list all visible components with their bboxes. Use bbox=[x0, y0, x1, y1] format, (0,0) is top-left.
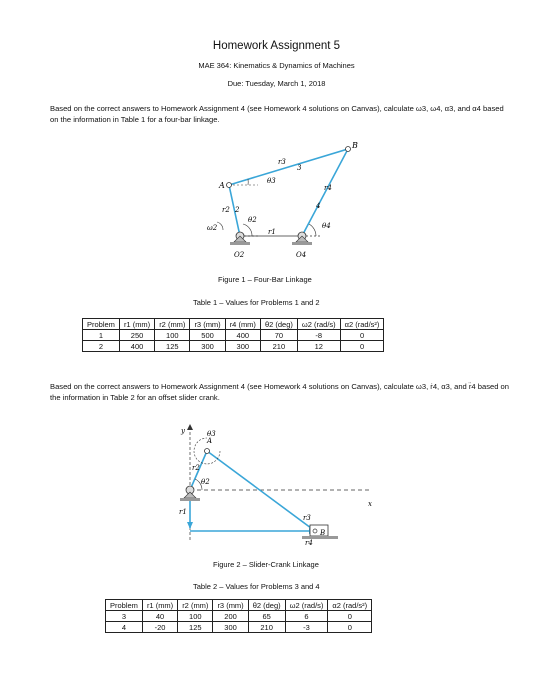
table2-caption: Table 2 – Values for Problems 3 and 4 bbox=[193, 582, 320, 591]
figure1-caption: Figure 1 – Four-Bar Linkage bbox=[218, 275, 312, 284]
label-r3-fig2: r3 bbox=[303, 514, 311, 522]
table2-cell: 300 bbox=[213, 622, 248, 633]
table1-header-cell: r4 (mm) bbox=[225, 319, 260, 330]
table2-cell: 4 bbox=[106, 622, 143, 633]
label-theta4: θ4 bbox=[322, 222, 331, 230]
label-r4-fig2: r4 bbox=[305, 539, 313, 547]
label-r1: r1 bbox=[268, 228, 276, 236]
four-bar-linkage-figure bbox=[190, 138, 370, 260]
label-y-axis: y bbox=[181, 427, 185, 435]
table2-header-row bbox=[106, 600, 372, 611]
label-r3: r3 bbox=[278, 158, 286, 166]
table-row bbox=[83, 330, 384, 341]
label-r4: r4 bbox=[324, 184, 332, 192]
table-row bbox=[106, 611, 372, 622]
table1-cell: 70 bbox=[260, 330, 297, 341]
slider-crank-figure bbox=[170, 422, 390, 550]
table1 bbox=[82, 318, 384, 352]
label-theta2: θ2 bbox=[248, 216, 257, 224]
table2-cell: 210 bbox=[248, 622, 285, 633]
table1-header-cell: Problem bbox=[83, 319, 120, 330]
table1-cell: 12 bbox=[297, 341, 340, 352]
table1-cell: 0 bbox=[340, 330, 384, 341]
table2-cell: 100 bbox=[178, 611, 213, 622]
table2-cell: 65 bbox=[248, 611, 285, 622]
table2-cell: -20 bbox=[142, 622, 177, 633]
label-omega2: ω2 bbox=[207, 224, 218, 232]
label-n2: 2 bbox=[235, 206, 240, 214]
label-o4: O4 bbox=[296, 251, 307, 259]
table1-cell: 400 bbox=[225, 330, 260, 341]
table2-cell: -3 bbox=[285, 622, 328, 633]
label-n4: 4 bbox=[316, 202, 321, 210]
label-theta3-fig2: θ3 bbox=[207, 430, 216, 438]
label-theta2-fig2: θ2 bbox=[201, 478, 210, 486]
table-row bbox=[106, 622, 372, 633]
label-r2: r2 bbox=[222, 206, 230, 214]
label-a: A bbox=[219, 181, 225, 190]
label-r1-fig2: r1 bbox=[179, 508, 187, 516]
figure2-caption: Figure 2 – Slider-Crank Linkage bbox=[213, 560, 319, 569]
table2-cell: 0 bbox=[328, 622, 372, 633]
table2-header-cell: α2 (rad/s²) bbox=[328, 600, 372, 611]
table1-header-cell: r1 (mm) bbox=[119, 319, 154, 330]
table1-caption: Table 1 – Values for Problems 1 and 2 bbox=[193, 298, 320, 307]
table1-header-cell: α2 (rad/s²) bbox=[340, 319, 384, 330]
table1-header-row bbox=[83, 319, 384, 330]
table1-cell: 400 bbox=[119, 341, 154, 352]
label-x-axis: x bbox=[368, 500, 372, 508]
table2-header-cell: r3 (mm) bbox=[213, 600, 248, 611]
table2-header-cell: ω2 (rad/s) bbox=[285, 600, 328, 611]
table2-cell: 40 bbox=[142, 611, 177, 622]
table1-cell: -8 bbox=[297, 330, 340, 341]
table-row bbox=[83, 341, 384, 352]
label-b2: B bbox=[320, 529, 326, 537]
assignment-title: Homework Assignment 5 bbox=[212, 40, 341, 52]
label-b: B bbox=[352, 141, 358, 150]
table1-cell: 2 bbox=[83, 341, 120, 352]
label-r2-fig2: r2 bbox=[192, 464, 200, 472]
label-n3: 3 bbox=[297, 164, 302, 172]
table1-cell: 100 bbox=[155, 330, 190, 341]
table1-header-cell: r2 (mm) bbox=[155, 319, 190, 330]
table1-cell: 300 bbox=[225, 341, 260, 352]
table2-cell: 3 bbox=[106, 611, 143, 622]
table2-cell: 0 bbox=[328, 611, 372, 622]
table2 bbox=[105, 599, 372, 633]
table2-cell: 125 bbox=[178, 622, 213, 633]
table1-cell: 0 bbox=[340, 341, 384, 352]
table1-cell: 210 bbox=[260, 341, 297, 352]
ground-pivot-o4 bbox=[292, 232, 312, 245]
problem1-text: Based on the correct answers to Homework Assignment 4 (see Homework 4 solutions on Canvas), calculate ω3, ω4, α3, and α4 based on the information in Table 1 for a four-bar linkage. bbox=[50, 104, 504, 124]
course-name: MAE 364: Kinematics & Dynamics of Machines bbox=[198, 61, 355, 70]
table1-header-cell: r3 (mm) bbox=[190, 319, 225, 330]
ground-pivot-crank bbox=[180, 486, 200, 501]
label-a2: A bbox=[207, 437, 213, 445]
table2-header-cell: r1 (mm) bbox=[142, 600, 177, 611]
problem2-text: Based on the correct answers to Homework Assignment 4 (see Homework 4 solutions on Canvas), calculate ω3, ṙ4, α3, and r̈4 based on the information in Table 2 for an offset slider crank. bbox=[50, 382, 509, 402]
label-theta3: θ3 bbox=[267, 177, 276, 185]
table1-cell: 500 bbox=[190, 330, 225, 341]
table1-cell: 125 bbox=[155, 341, 190, 352]
table1-cell: 250 bbox=[119, 330, 154, 341]
table2-cell: 6 bbox=[285, 611, 328, 622]
table2-header-cell: Problem bbox=[106, 600, 143, 611]
table2-cell: 200 bbox=[213, 611, 248, 622]
table2-header-cell: r2 (mm) bbox=[178, 600, 213, 611]
table1-header-cell: θ2 (deg) bbox=[260, 319, 297, 330]
label-o2: O2 bbox=[234, 251, 245, 259]
table2-header-cell: θ2 (deg) bbox=[248, 600, 285, 611]
due-date: Due: Tuesday, March 1, 2018 bbox=[227, 79, 326, 88]
table1-cell: 300 bbox=[190, 341, 225, 352]
table1-header-cell: ω2 (rad/s) bbox=[297, 319, 340, 330]
ground-pivot-o2 bbox=[230, 232, 250, 245]
table1-cell: 1 bbox=[83, 330, 120, 341]
